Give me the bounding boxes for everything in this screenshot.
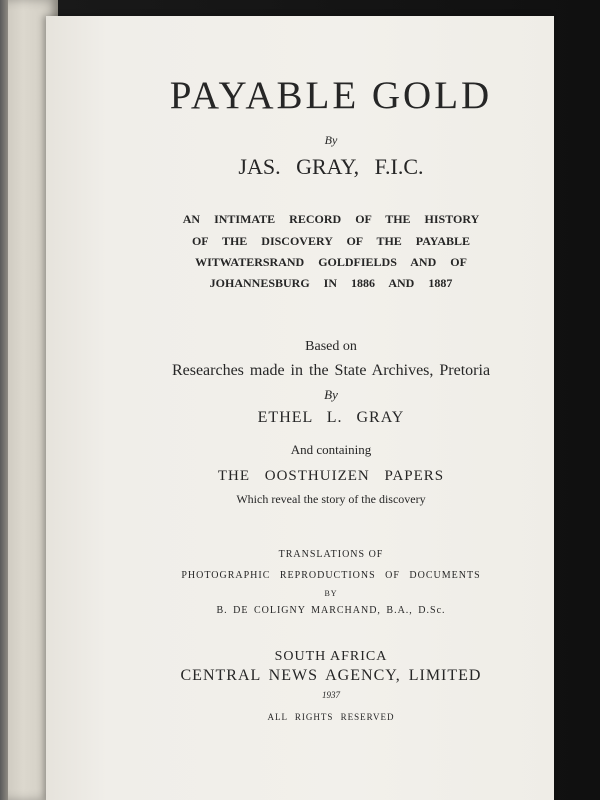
translations-text: TRANSLATIONS OF	[278, 549, 384, 560]
researches-text: Researches made in the State Archives, Pretoria	[171, 362, 491, 379]
book-title: PAYABLE GOLD	[169, 74, 493, 117]
rights-notice: ALL RIGHTS RESERVED	[267, 712, 395, 722]
author-name: JAS. GRAY, F.I.C.	[238, 154, 424, 179]
record-line-1: AN INTIMATE RECORD OF THE HISTORY	[182, 212, 480, 226]
record-line-4: JOHANNESBURG IN 1886 AND 1887	[209, 276, 453, 290]
reproductions-text: PHOTOGRAPHIC REPRODUCTIONS OF DOCUMENTS	[181, 570, 481, 581]
reveal-text: Which reveal the story of the discovery	[236, 492, 426, 506]
facing-page-edge	[0, 0, 8, 800]
record-line-3: WITWATERSRAND GOLDFIELDS AND OF	[195, 255, 467, 269]
translator-name: B. DE COLIGNY MARCHAND, B.A., D.Sc.	[216, 605, 446, 616]
papers-title: THE OOSTHUIZEN PAPERS	[217, 468, 445, 484]
co-author-name: ETHEL L. GRAY	[257, 409, 405, 426]
publication-year: 1937	[322, 690, 340, 700]
publisher-name: CENTRAL NEWS AGENCY, LIMITED	[180, 667, 482, 684]
by-label-3: BY	[324, 589, 338, 598]
title-page	[46, 16, 554, 800]
record-line-2: OF THE DISCOVERY OF THE PAYABLE	[191, 234, 471, 248]
by-label-2: By	[324, 387, 338, 402]
publication-place: SOUTH AFRICA	[274, 649, 388, 664]
based-on-text: Based on	[305, 339, 357, 354]
containing-text: And containing	[290, 442, 372, 457]
by-label: By	[324, 133, 338, 147]
